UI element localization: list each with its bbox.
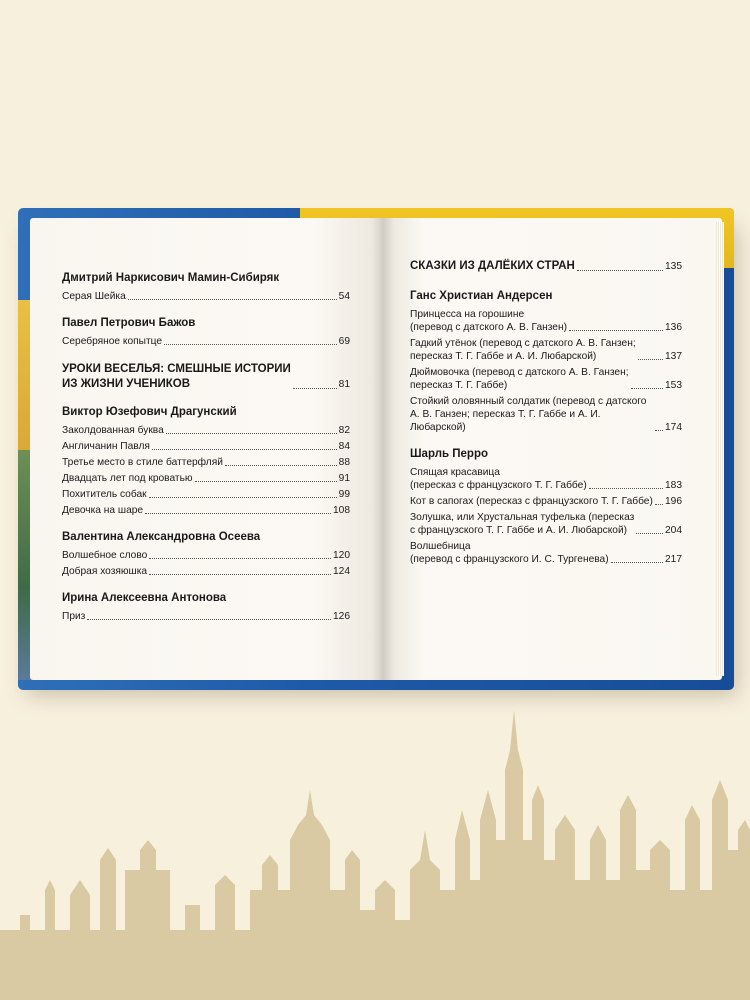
entry-page: 81 xyxy=(338,379,350,390)
entry-title: Серая Шейка xyxy=(62,291,126,302)
entry-title: Похититель собак xyxy=(62,489,147,500)
entry-page: 69 xyxy=(338,336,350,347)
toc-entry[interactable] xyxy=(410,511,682,537)
dot-leader xyxy=(589,488,663,489)
entry-page: 108 xyxy=(333,505,350,516)
section-entry[interactable] xyxy=(410,259,682,274)
dot-leader xyxy=(128,299,337,300)
entry-title: Англичанин Павля xyxy=(62,441,150,452)
entry-title: Девочка на шаре xyxy=(62,505,144,516)
entry-title: Добрая хозяюшка xyxy=(62,566,148,577)
entry-page: 120 xyxy=(333,550,350,561)
dot-leader xyxy=(149,497,337,498)
dot-leader xyxy=(577,270,663,271)
dot-leader xyxy=(638,359,663,360)
dot-leader xyxy=(655,504,663,505)
entry-title: Приз xyxy=(62,611,86,622)
entry-page: 137 xyxy=(665,351,682,362)
entry-page: 136 xyxy=(665,322,682,333)
author-heading: Павел Петрович Бажов xyxy=(62,317,196,329)
dot-leader xyxy=(87,619,331,620)
left-toc xyxy=(62,272,350,637)
dot-leader xyxy=(166,433,337,434)
entry-page: 91 xyxy=(338,473,350,484)
entry-page: 153 xyxy=(665,380,682,391)
entry-title: Волшебница (перевод с французского И. С. Тургенева) xyxy=(410,541,609,565)
entry-page: 99 xyxy=(338,489,350,500)
toc-entry[interactable] xyxy=(62,488,350,501)
city-skyline-silhouette xyxy=(0,690,750,1000)
dot-leader xyxy=(655,430,663,431)
entry-title: Третье место в стиле баттерфляй xyxy=(62,457,223,468)
dot-leader xyxy=(164,344,337,345)
toc-entry[interactable] xyxy=(62,440,350,453)
toc-entry[interactable] xyxy=(62,610,350,623)
entry-page: 84 xyxy=(338,441,350,452)
toc-entry[interactable] xyxy=(410,466,682,492)
toc-entry[interactable] xyxy=(410,495,682,508)
entry-title: Двадцать лет под кроватью xyxy=(62,473,193,484)
author-heading: Ганс Христиан Андерсен xyxy=(410,290,553,302)
toc-entry[interactable] xyxy=(410,395,682,434)
book-gutter xyxy=(372,218,394,680)
toc-entry[interactable] xyxy=(410,337,682,363)
author-heading: Дмитрий Наркисович Мамин-Сибиряк xyxy=(62,272,280,284)
entry-page: 54 xyxy=(338,291,350,302)
toc-block-dragunsky xyxy=(62,406,350,517)
toc-entry[interactable] xyxy=(410,308,682,334)
author-heading: Шарль Перро xyxy=(410,448,488,460)
toc-entry[interactable] xyxy=(62,472,350,485)
entry-title: Стойкий оловянный солдатик (перевод с датского А. В. Ганзен; пересказ Т. Г. Габбе и А. И. Любарской) xyxy=(410,396,647,433)
entry-page: 82 xyxy=(338,425,350,436)
toc-entry[interactable] xyxy=(62,424,350,437)
entry-page: 124 xyxy=(333,566,350,577)
entry-page: 204 xyxy=(665,525,682,536)
toc-block-antonova xyxy=(62,592,350,623)
entry-page: 88 xyxy=(338,457,350,468)
dot-leader xyxy=(293,388,337,389)
dot-leader xyxy=(631,388,663,389)
toc-block-oseeva xyxy=(62,531,350,578)
dot-leader xyxy=(195,481,337,482)
author-heading: Валентина Александровна Осеева xyxy=(62,531,261,543)
toc-entry[interactable] xyxy=(62,549,350,562)
entry-title: Дюймовочка (перевод с датского А. В. Ганзен; пересказ Т. Г. Габбе) xyxy=(410,367,629,391)
section-entry[interactable] xyxy=(62,362,350,392)
toc-entry[interactable] xyxy=(410,366,682,392)
entry-page: 183 xyxy=(665,480,682,491)
toc-entry[interactable] xyxy=(62,565,350,578)
entry-title: Серебряное копытце xyxy=(62,336,163,347)
entry-title: Волшебное слово xyxy=(62,550,148,561)
dot-leader xyxy=(611,562,663,563)
toc-section-skazki xyxy=(410,259,682,274)
entry-title: Кот в сапогах (пересказ с французского Т. Г. Габбе) xyxy=(410,496,653,507)
entry-title: Золушка, или Хрустальная туфелька (пересказ с французского Т. Г. Габбе и А. И. Любарской) xyxy=(410,512,635,536)
dot-leader xyxy=(149,574,331,575)
entry-page: 174 xyxy=(665,422,682,433)
entry-page: 196 xyxy=(665,496,682,507)
dot-leader xyxy=(152,449,337,450)
entry-title: Принцесса на горошине (перевод с датского А. В. Ганзен) xyxy=(410,309,567,333)
toc-block-perrault xyxy=(410,448,682,566)
entry-title: Спящая красавица (пересказ с французского Т. Г. Габбе) xyxy=(410,467,587,491)
author-heading: Ирина Алексеевна Антонова xyxy=(62,592,227,604)
dot-leader xyxy=(225,465,337,466)
right-toc xyxy=(410,259,682,580)
toc-entry[interactable] xyxy=(62,456,350,469)
entry-page: 135 xyxy=(665,261,682,272)
toc-entry[interactable] xyxy=(410,540,682,566)
dot-leader xyxy=(569,330,663,331)
toc-entry[interactable] xyxy=(62,335,350,348)
toc-block-andersen xyxy=(410,290,682,434)
page-edges xyxy=(716,222,724,676)
entry-page: 126 xyxy=(333,611,350,622)
author-heading: Виктор Юзефович Драгунский xyxy=(62,406,237,418)
section-title: СКАЗКИ ИЗ ДАЛЁКИХ СТРАН xyxy=(410,260,575,272)
toc-block-bazhov xyxy=(62,317,350,348)
toc-entry[interactable] xyxy=(62,504,350,517)
toc-entry[interactable] xyxy=(62,290,350,303)
toc-block-mamin-sibiryak xyxy=(62,272,350,303)
dot-leader xyxy=(145,513,331,514)
entry-page: 217 xyxy=(665,554,682,565)
dot-leader xyxy=(149,558,331,559)
entry-title: Гадкий утёнок (перевод с датского А. В. Ганзен; пересказ Т. Г. Габбе и А. И. Любарской) xyxy=(410,338,636,362)
toc-section-uroki-veselya xyxy=(62,362,350,392)
entry-title: Заколдованная буква xyxy=(62,425,164,436)
dot-leader xyxy=(636,533,663,534)
section-title: УРОКИ ВЕСЕЛЬЯ: СМЕШНЫЕ ИСТОРИИ ИЗ ЖИЗНИ УЧЕНИКОВ xyxy=(62,363,291,390)
